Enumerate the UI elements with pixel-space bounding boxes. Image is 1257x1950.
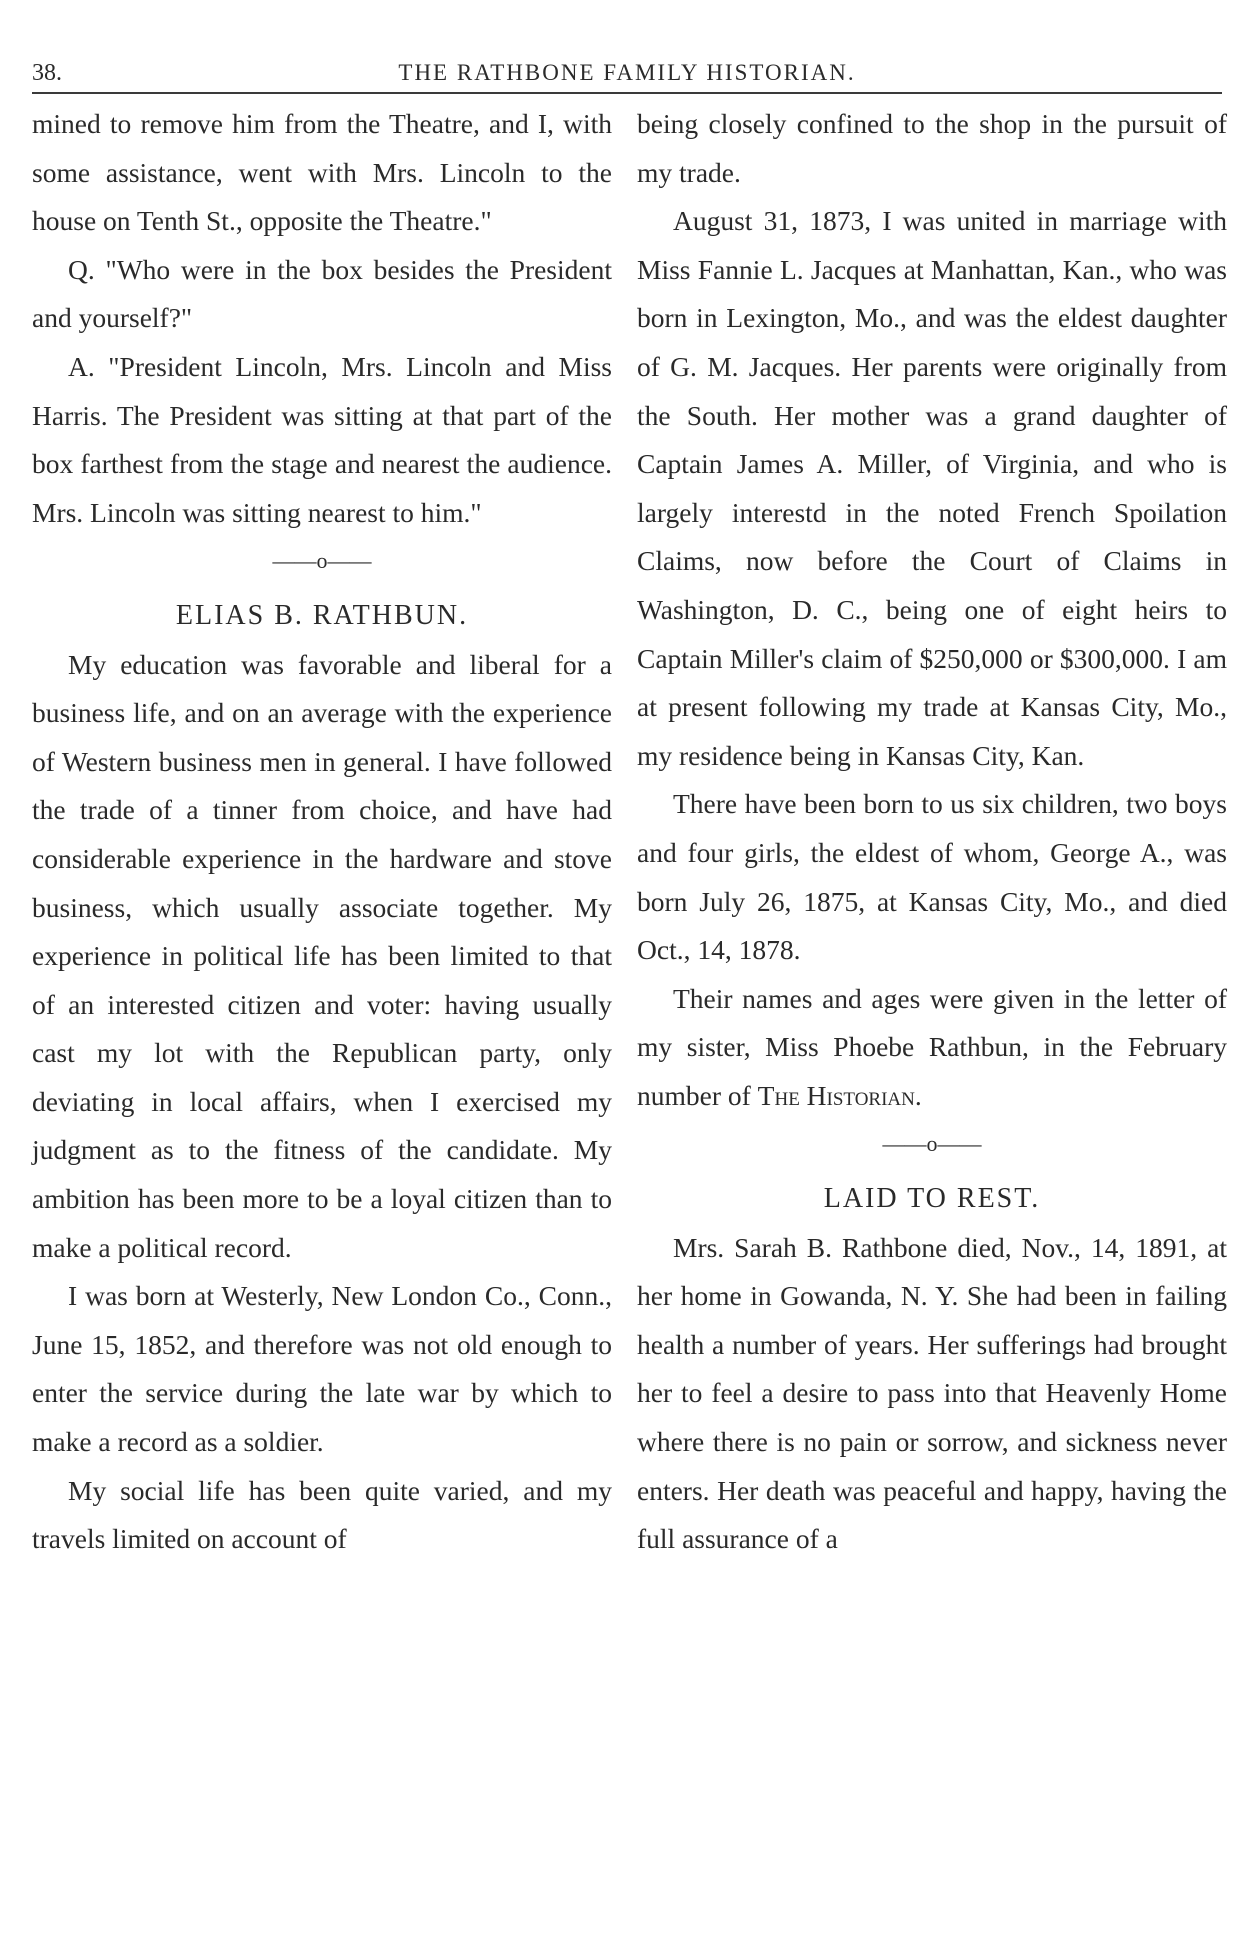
testimony-continuation: mined to remove him from the Theatre, and I, with some assistance, went with Mrs. Lincoln to the house on Tenth St., opposite the Theatre." (32, 108, 612, 237)
question-paragraph: Q. "Who were in the box besides the President and yourself?" (32, 253, 612, 334)
body-paragraph: My social life has been quite varied, and my travels limited on account of (32, 1474, 612, 1555)
section-heading-laid-to-rest: LAID TO REST. (823, 1183, 1041, 1215)
body-paragraph: There have been born to us six children, two boys and four girls, the eldest of whom, George A., was born July 26, 1875, at Kansas City, Mo., and died Oct., 14, 1878. (637, 788, 1227, 966)
section-heading-elias: ELIAS B. RATHBUN. (175, 599, 469, 631)
body-paragraph (637, 975, 1227, 1121)
body-paragraph: being closely confined to the shop in the pursuit of my trade. (637, 108, 1227, 188)
body-paragraph: My education was favorable and liberal for a business life, and on an average with the experience of Western business men in general. I have followed the trade of a tinner from choice, and have had considerable experience in the hardware and stove business, which usually associate together. My experience in political life has been limited to that of an interested citizen and voter: having usually cast my lot with the Republican party, only deviating in local affairs, when I exercised my judgment as to the fitness of the candidate. My ambition has been more to be a loyal citizen than to make a political record. (32, 648, 612, 1263)
section-separator: ——o—— (882, 1131, 982, 1157)
body-paragraph: I was born at Westerly, New London Co., Conn., June 15, 1852, and therefore was not old enough to enter the service during the late war by which to make a record as a soldier. (32, 1280, 612, 1458)
section-separator: ——o—— (272, 548, 372, 574)
running-title: THE RATHBONE FAMILY HISTORIAN. (398, 60, 856, 85)
answer-paragraph: A. "President Lincoln, Mrs. Lincoln and Miss Harris. The President was sitting at that part of the box farthest from the stage and nearest the audience. Mrs. Lincoln was sitting nearest to him." (32, 350, 612, 528)
body-paragraph: Mrs. Sarah B. Rathbone died, Nov., 14, 1891, at her home in Gowanda, N. Y. She had been in failing health a number of years. Her sufferings had brought her to feel a desire to pass into that Heavenly Home where there is no pain or sorrow, and sickness never enters. Her death was peaceful and happy, having the full assurance of a (637, 1231, 1227, 1555)
right-column (637, 100, 1227, 1564)
left-column (32, 100, 612, 1564)
publication-name: The Historian. (757, 1079, 922, 1111)
page-number: 38. (32, 60, 62, 86)
body-text: Their names and ages were given in the letter of my sister, Miss Phoebe Rathbun, in the February number of (637, 982, 1227, 1111)
page-header (32, 58, 1222, 94)
body-paragraph: August 31, 1873, I was united in marriage with Miss Fannie L. Jacques at Manhattan, Kan., who was born in Lexington, Mo., and was the eldest daughter of G. M. Jacques. Her parents were originally from the South. Her mother was a grand daughter of Captain James A. Miller, of Virginia, and who is largely interestd in the noted French Spoilation Claims, now before the Court of Claims in Washington, D. C., being one of eight heirs to Captain Miller's claim of $250,000 or $300,000. I am at present following my trade at Kansas City, Mo., my residence being in Kansas City, Kan. (637, 205, 1227, 771)
